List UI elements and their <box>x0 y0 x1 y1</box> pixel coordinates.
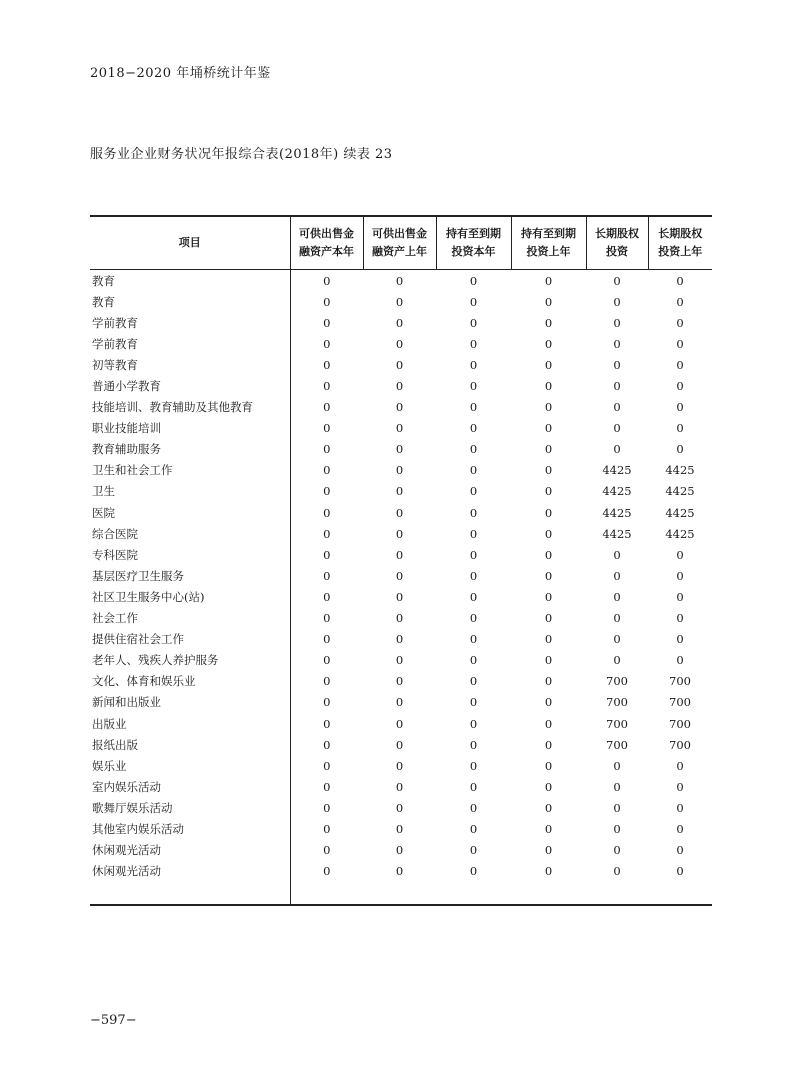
table-cell: 0 <box>290 354 363 375</box>
table-cell: 700 <box>606 737 628 752</box>
table-row <box>90 713 712 734</box>
table-row <box>90 460 712 481</box>
table-row <box>90 481 712 502</box>
table-cell: 0 <box>613 821 621 836</box>
table-cell: 0 <box>290 650 363 671</box>
row-label: 教育 <box>92 273 115 288</box>
row-label: 社会工作 <box>92 611 138 626</box>
table-cell: 0 <box>290 439 363 460</box>
table-cell: 0 <box>290 797 363 818</box>
table-cell: 0 <box>613 632 621 647</box>
table-cell: 0 <box>544 315 553 330</box>
row-label: 学前教育 <box>92 315 138 330</box>
table-row <box>90 797 712 818</box>
row-label: 教育辅助服务 <box>92 442 161 457</box>
row-label: 医院 <box>92 505 115 520</box>
row-label: 歌舞厅娱乐活动 <box>92 800 173 815</box>
spacer-cell <box>290 882 363 905</box>
column-header <box>436 216 511 270</box>
table-cell: 0 <box>395 442 404 457</box>
table-cell: 0 <box>469 758 478 773</box>
table-cell: 0 <box>676 357 684 372</box>
table-row <box>90 692 712 713</box>
table-cell: 0 <box>676 653 684 668</box>
table-cell: 0 <box>290 270 363 292</box>
table-cell: 0 <box>395 716 404 731</box>
table-cell: 0 <box>613 421 621 436</box>
table-row <box>90 776 712 797</box>
row-label: 卫生和社会工作 <box>92 463 173 478</box>
table-cell: 0 <box>613 800 621 815</box>
row-label: 教育 <box>92 294 115 309</box>
column-header-line: 投资本年 <box>451 245 496 258</box>
table-row <box>90 270 712 292</box>
table-cell: 0 <box>290 755 363 776</box>
table-cell: 0 <box>395 484 404 499</box>
table-row <box>90 397 712 418</box>
table-cell: 0 <box>290 818 363 839</box>
row-label: 专科医院 <box>92 547 138 562</box>
row-label: 休闲观光活动 <box>92 864 161 879</box>
table-cell: 4425 <box>665 505 695 520</box>
row-label: 学前教育 <box>92 336 138 351</box>
table-row <box>90 586 712 607</box>
column-header-line: 投资 <box>606 245 628 258</box>
table-cell: 0 <box>290 629 363 650</box>
column-header-line: 可供出售金 <box>372 227 427 240</box>
table-cell: 0 <box>544 737 553 752</box>
table-cell: 0 <box>544 716 553 731</box>
table-header-row <box>90 216 712 270</box>
table-cell: 0 <box>395 568 404 583</box>
table-cell: 4425 <box>602 526 632 541</box>
table-cell: 0 <box>469 589 478 604</box>
spacer-cell <box>511 882 586 905</box>
table-cell: 0 <box>613 611 621 626</box>
table-cell: 0 <box>544 421 553 436</box>
table-cell: 0 <box>290 776 363 797</box>
column-header <box>648 216 712 270</box>
table-cell: 0 <box>469 505 478 520</box>
column-header-line: 投资上年 <box>658 245 703 258</box>
table-cell: 0 <box>395 379 404 394</box>
table-cell: 0 <box>544 800 553 815</box>
table-cell: 0 <box>613 357 621 372</box>
table-cell: 0 <box>544 821 553 836</box>
spacer-cell <box>90 882 290 905</box>
table-cell: 0 <box>544 400 553 415</box>
table-cell: 0 <box>469 526 478 541</box>
table-title: 服务业企业财务状况年报综合表(2018年) 续表 23 <box>90 147 393 162</box>
table-cell: 0 <box>395 864 404 879</box>
table-cell: 0 <box>544 463 553 478</box>
table-cell: 0 <box>469 315 478 330</box>
table-cell: 0 <box>290 502 363 523</box>
table-cell: 0 <box>469 800 478 815</box>
table-body <box>90 270 712 905</box>
table-cell: 0 <box>469 821 478 836</box>
table-cell: 0 <box>544 758 553 773</box>
row-label: 文化、体育和娱乐业 <box>92 674 196 689</box>
table-cell: 4425 <box>602 463 632 478</box>
table-cell: 0 <box>469 294 478 309</box>
table-cell: 0 <box>676 758 684 773</box>
table-cell: 0 <box>613 442 621 457</box>
table-cell: 0 <box>395 336 404 351</box>
table-row <box>90 439 712 460</box>
spacer-cell <box>436 882 511 905</box>
table-cell: 0 <box>613 568 621 583</box>
row-label: 卫生 <box>92 484 115 499</box>
table-row <box>90 502 712 523</box>
table-row <box>90 544 712 565</box>
table-cell: 0 <box>544 294 553 309</box>
table-cell: 0 <box>613 315 621 330</box>
table-cell: 0 <box>290 397 363 418</box>
row-label: 基层医疗卫生服务 <box>92 568 184 583</box>
table-row <box>90 565 712 586</box>
table-cell: 0 <box>544 843 553 858</box>
table-cell: 0 <box>290 481 363 502</box>
table-cell: 0 <box>676 315 684 330</box>
table-cell: 0 <box>395 357 404 372</box>
row-label: 综合医院 <box>92 526 138 541</box>
table-cell: 0 <box>469 442 478 457</box>
table-cell: 700 <box>606 716 628 731</box>
table-cell: 700 <box>606 674 628 689</box>
table-cell: 0 <box>469 864 478 879</box>
table-cell: 0 <box>395 611 404 626</box>
table-cell: 0 <box>613 653 621 668</box>
table-cell: 0 <box>395 589 404 604</box>
table-cell: 0 <box>290 375 363 396</box>
table-cell: 700 <box>669 716 691 731</box>
table-cell: 0 <box>544 484 553 499</box>
row-label: 提供住宿社会工作 <box>92 632 184 647</box>
table-cell: 0 <box>544 442 553 457</box>
table-cell: 0 <box>613 843 621 858</box>
table-row <box>90 333 712 354</box>
table-cell: 0 <box>544 589 553 604</box>
column-header-line: 投资上年 <box>526 245 571 258</box>
table-cell: 700 <box>669 674 691 689</box>
table-cell: 0 <box>290 565 363 586</box>
table-row <box>90 818 712 839</box>
table-cell: 0 <box>290 861 363 882</box>
row-label: 普通小学教育 <box>92 379 161 394</box>
table-cell: 0 <box>544 526 553 541</box>
table-cell: 0 <box>676 336 684 351</box>
row-label: 休闲观光活动 <box>92 843 161 858</box>
table-cell: 4425 <box>665 526 695 541</box>
table-cell: 0 <box>469 379 478 394</box>
table-row <box>90 312 712 333</box>
row-label: 娱乐业 <box>92 758 127 773</box>
table-cell: 0 <box>469 273 478 288</box>
table-cell: 0 <box>290 692 363 713</box>
table-cell: 0 <box>395 674 404 689</box>
table-cell: 0 <box>290 713 363 734</box>
table-cell: 0 <box>544 864 553 879</box>
column-header-line: 项目 <box>178 236 201 249</box>
table-cell: 0 <box>676 400 684 415</box>
column-header <box>586 216 648 270</box>
table-cell: 0 <box>290 291 363 312</box>
table-cell: 0 <box>469 779 478 794</box>
row-label: 室内娱乐活动 <box>92 779 161 794</box>
table-row <box>90 650 712 671</box>
table-cell: 0 <box>613 864 621 879</box>
table-cell: 0 <box>469 611 478 626</box>
table-cell: 0 <box>676 843 684 858</box>
table-cell: 0 <box>469 632 478 647</box>
table-cell: 0 <box>469 674 478 689</box>
row-label: 其他室内娱乐活动 <box>92 821 184 836</box>
table-cell: 0 <box>544 779 553 794</box>
table-cell: 0 <box>469 547 478 562</box>
table-cell: 0 <box>676 589 684 604</box>
table-cell: 0 <box>676 547 684 562</box>
table-cell: 0 <box>676 821 684 836</box>
table-cell: 0 <box>676 273 684 288</box>
table-cell: 0 <box>676 379 684 394</box>
column-header-item <box>90 216 290 270</box>
table-cell: 0 <box>544 695 553 710</box>
table-cell: 0 <box>395 632 404 647</box>
column-header-line: 长期股权 <box>658 227 703 240</box>
table-cell: 0 <box>290 333 363 354</box>
table-cell: 0 <box>676 800 684 815</box>
table-cell: 0 <box>544 273 553 288</box>
table-cell: 0 <box>544 568 553 583</box>
table-row <box>90 375 712 396</box>
table-cell: 0 <box>544 674 553 689</box>
table-cell: 0 <box>290 840 363 861</box>
table-row <box>90 354 712 375</box>
table-row <box>90 755 712 776</box>
table-cell: 0 <box>469 421 478 436</box>
table-row <box>90 629 712 650</box>
spacer-cell <box>586 882 648 905</box>
table-cell: 0 <box>290 544 363 565</box>
stats-table-container <box>90 215 712 906</box>
table-row <box>90 418 712 439</box>
table-cell: 0 <box>469 716 478 731</box>
table-cell: 4425 <box>602 484 632 499</box>
table-cell: 0 <box>469 843 478 858</box>
table-cell: 0 <box>395 737 404 752</box>
table-cell: 4425 <box>665 463 695 478</box>
running-head: 2018−2020 年埇桥统计年鉴 <box>90 66 271 81</box>
table-cell: 0 <box>395 400 404 415</box>
table-cell: 0 <box>290 523 363 544</box>
table-cell: 0 <box>395 463 404 478</box>
table-cell: 0 <box>395 843 404 858</box>
table-cell: 0 <box>395 315 404 330</box>
column-header-line: 持有至到期 <box>521 227 576 240</box>
stats-table <box>90 215 712 906</box>
table-cell: 700 <box>606 695 628 710</box>
column-header-line: 融资产上年 <box>372 245 427 258</box>
column-header-line: 可供出售金 <box>299 227 354 240</box>
table-cell: 0 <box>290 586 363 607</box>
table-cell: 0 <box>290 608 363 629</box>
table-cell: 0 <box>469 653 478 668</box>
table-row <box>90 523 712 544</box>
table-cell: 0 <box>613 379 621 394</box>
table-cell: 0 <box>469 463 478 478</box>
table-cell: 0 <box>395 695 404 710</box>
table-cell: 0 <box>469 695 478 710</box>
table-cell: 0 <box>613 779 621 794</box>
row-label: 新闻和出版业 <box>92 695 161 710</box>
table-cell: 0 <box>613 336 621 351</box>
row-label: 老年人、残疾人养护服务 <box>92 653 219 668</box>
table-cell: 0 <box>544 653 553 668</box>
row-label: 出版业 <box>92 716 127 731</box>
table-row <box>90 840 712 861</box>
table-cell: 700 <box>669 695 691 710</box>
table-cell: 0 <box>469 400 478 415</box>
table-cell: 0 <box>395 294 404 309</box>
table-cell: 0 <box>395 779 404 794</box>
column-header <box>290 216 363 270</box>
table-cell: 0 <box>469 737 478 752</box>
table-row <box>90 291 712 312</box>
table-cell: 4425 <box>665 484 695 499</box>
table-cell: 0 <box>676 864 684 879</box>
table-cell: 0 <box>290 418 363 439</box>
table-cell: 0 <box>395 547 404 562</box>
table-cell: 0 <box>676 632 684 647</box>
table-cell: 0 <box>613 400 621 415</box>
table-cell: 0 <box>290 671 363 692</box>
table-cell: 0 <box>613 273 621 288</box>
column-header-line: 持有至到期 <box>446 227 501 240</box>
table-cell: 0 <box>613 589 621 604</box>
row-label: 职业技能培训 <box>92 421 161 436</box>
table-bottom-spacer <box>90 882 712 905</box>
table-cell: 0 <box>469 357 478 372</box>
row-label: 初等教育 <box>92 357 138 372</box>
row-label: 报纸出版 <box>92 737 138 752</box>
table-cell: 0 <box>676 421 684 436</box>
table-cell: 0 <box>544 336 553 351</box>
table-cell: 0 <box>544 611 553 626</box>
column-header <box>511 216 586 270</box>
table-cell: 0 <box>544 379 553 394</box>
table-cell: 4425 <box>602 505 632 520</box>
table-cell: 0 <box>395 273 404 288</box>
table-cell: 0 <box>613 547 621 562</box>
table-cell: 0 <box>676 779 684 794</box>
table-cell: 0 <box>676 611 684 626</box>
column-header-line: 融资产本年 <box>299 245 354 258</box>
table-cell: 0 <box>544 505 553 520</box>
row-label: 社区卫生服务中心(站) <box>92 589 205 604</box>
table-cell: 0 <box>395 526 404 541</box>
table-cell: 0 <box>395 800 404 815</box>
table-row <box>90 671 712 692</box>
table-cell: 0 <box>290 460 363 481</box>
table-cell: 0 <box>290 312 363 333</box>
table-cell: 0 <box>395 758 404 773</box>
table-row <box>90 734 712 755</box>
row-label: 技能培训、教育辅助及其他教育 <box>92 400 253 415</box>
table-cell: 0 <box>544 632 553 647</box>
table-cell: 0 <box>544 547 553 562</box>
table-cell: 0 <box>676 294 684 309</box>
column-header-line: 长期股权 <box>595 227 639 240</box>
table-cell: 0 <box>676 568 684 583</box>
table-cell: 0 <box>613 294 621 309</box>
table-cell: 0 <box>469 568 478 583</box>
table-cell: 0 <box>469 336 478 351</box>
column-header <box>363 216 436 270</box>
table-cell: 700 <box>669 737 691 752</box>
table-cell: 0 <box>469 484 478 499</box>
table-cell: 0 <box>395 821 404 836</box>
table-cell: 0 <box>613 758 621 773</box>
page-number: −597− <box>90 1013 137 1028</box>
table-cell: 0 <box>395 653 404 668</box>
table-row <box>90 861 712 882</box>
table-cell: 0 <box>395 505 404 520</box>
table-row <box>90 608 712 629</box>
table-cell: 0 <box>290 734 363 755</box>
spacer-cell <box>648 882 712 905</box>
table-cell: 0 <box>395 421 404 436</box>
spacer-cell <box>363 882 436 905</box>
table-cell: 0 <box>676 442 684 457</box>
table-cell: 0 <box>544 357 553 372</box>
